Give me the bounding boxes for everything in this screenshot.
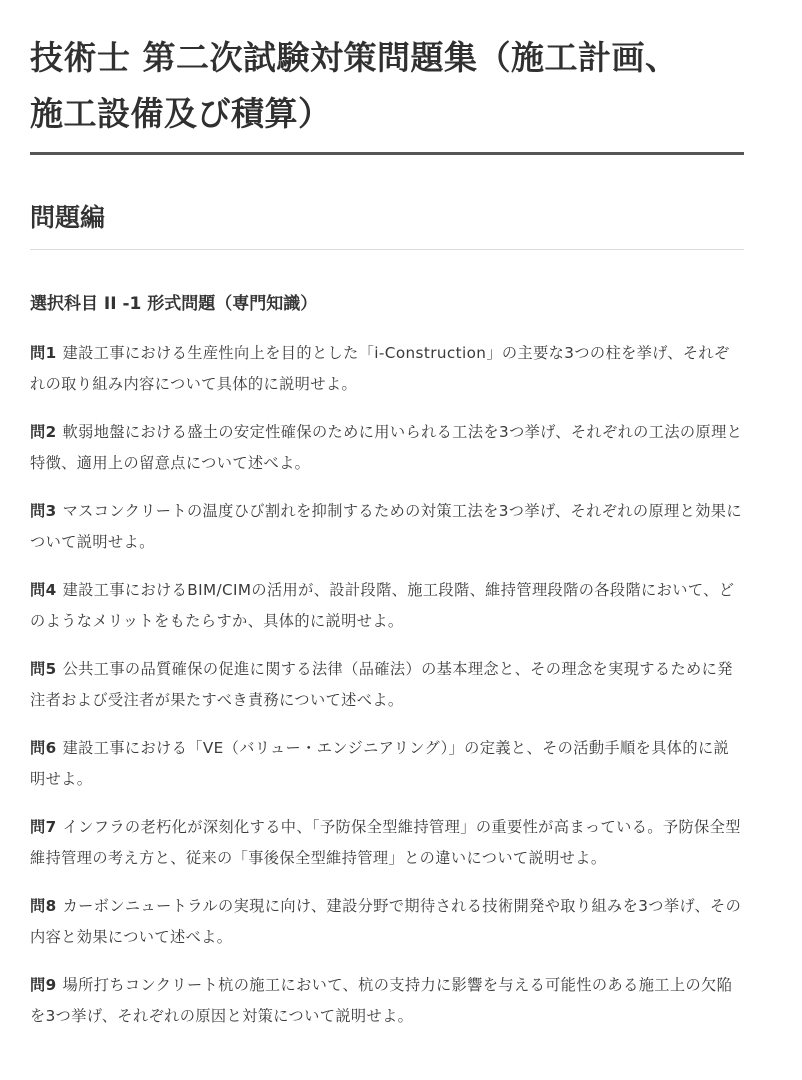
question-item <box>30 891 744 953</box>
question-text: 公共工事の品質確保の促進に関する法律（品確法）の基本理念と、その理念を実現するために発注者および受注者が果たすべき責務について述べよ。 <box>30 660 733 709</box>
page-title-line-2: 施工設備及び積算） <box>30 94 332 133</box>
question-item <box>30 654 744 716</box>
question-item <box>30 417 744 479</box>
question-label: 問5 <box>30 660 57 678</box>
section-heading: 問題編 <box>30 203 106 232</box>
question-label: 問9 <box>30 976 57 994</box>
question-text: マスコンクリートの温度ひび割れを抑制するための対策工法を3つ挙げ、それぞれの原理と効果について説明せよ。 <box>30 502 742 551</box>
question-label: 問7 <box>30 818 57 836</box>
question-label: 問6 <box>30 739 57 757</box>
question-item <box>30 496 744 558</box>
question-text: 軟弱地盤における盛土の安定性確保のために用いられる工法を3つ挙げ、それぞれの工法の原理と特徴、適用上の留意点について述べよ。 <box>30 423 743 472</box>
question-item <box>30 970 744 1032</box>
question-text: 建設工事におけるBIM/CIMの活用が、設計段階、施工段階、維持管理段階の各段階において、どのようなメリットをもたらすか、具体的に説明せよ。 <box>30 581 735 630</box>
question-item <box>30 575 744 637</box>
question-text: カーボンニュートラルの実現に向け、建設分野で期待される技術開発や取り組みを3つ挙げ、その内容と効果について述べよ。 <box>30 897 742 946</box>
title-divider <box>30 152 744 155</box>
page-title <box>30 30 744 142</box>
question-text: 建設工事における「VE（バリュー・エンジニアリング）」の定義と、その活動手順を具体的に説明せよ。 <box>30 739 730 788</box>
question-label: 問2 <box>30 423 57 441</box>
question-label: 問4 <box>30 581 57 599</box>
question-text: 場所打ちコンクリート杭の施工において、杭の支持力に影響を与える可能性のある施工上の欠陥を3つ挙げ、それぞれの原因と対策について説明せよ。 <box>30 976 733 1025</box>
question-item <box>30 812 744 874</box>
question-label: 問8 <box>30 897 57 915</box>
section-divider <box>30 249 744 250</box>
subsection-heading: 選択科目 II -1 形式問題（専門知識） <box>30 294 318 314</box>
question-item <box>30 733 744 795</box>
question-label: 問1 <box>30 344 57 362</box>
question-text: インフラの老朽化が深刻化する中、「予防保全型維持管理」の重要性が高まっている。予防保全型維持管理の考え方と、従来の「事後保全型維持管理」との違いについて説明せよ。 <box>30 818 741 867</box>
question-list <box>30 338 744 1032</box>
page-title-line-1: 技術士 第二次試験対策問題集（施工計画、 <box>30 38 679 77</box>
question-label: 問3 <box>30 502 57 520</box>
question-text: 建設工事における生産性向上を目的とした「i-Construction」の主要な3つの柱を挙げ、それぞれの取り組み内容について具体的に説明せよ。 <box>30 344 730 393</box>
question-item <box>30 338 744 400</box>
